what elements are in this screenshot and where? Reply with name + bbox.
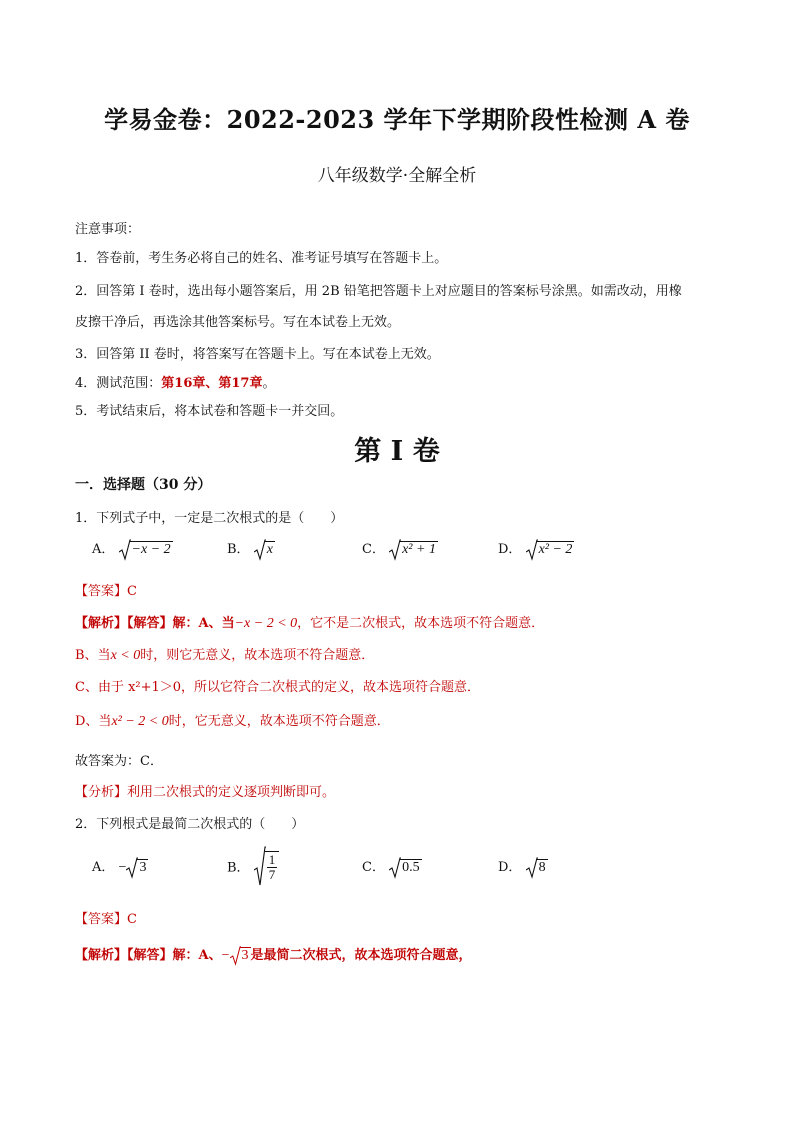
q2-option-b-label: B． <box>227 860 250 876</box>
q2-option-a-sign: − <box>118 860 127 875</box>
q1-analysis: 【分析】利用二次根式的定义逐项判断即可。 <box>75 785 336 800</box>
note-3: 3．回答第 II 卷时，将答案写在答题卡上。写在本试卷上无效。 <box>75 347 440 362</box>
q2-option-c-expr: 0.5 <box>402 860 420 875</box>
q2-explanation-tag: 【解析】【解答】解：A、 <box>75 948 222 963</box>
q1-explanation-tag: 【解析】【解答】解：A、当 <box>75 616 235 631</box>
q1-explanation-d-tail: 时，它无意义，故本选项不符合题意． <box>168 714 390 729</box>
volume-heading: 第 I 卷 <box>354 436 440 467</box>
q1-option-d-expr: x² − 2 <box>538 542 573 557</box>
q1-option-a-label: A． <box>92 542 115 557</box>
q1-explanation-b-head: B、当 <box>75 648 111 663</box>
q2-explanation-a-tail: 是最简二次根式，故本选项符合题意， <box>250 948 472 963</box>
q1-explanation-d <box>75 710 390 730</box>
q2-option-b-denominator: 7 <box>268 866 276 882</box>
note-2-line-2: 皮擦干净后，再选涂其他答案标号。写在本试卷上无效。 <box>75 315 401 330</box>
q1-explanation-c: C、由于 x²+1＞0，所以它符合二次根式的定义，故本选项符合题意． <box>75 680 481 695</box>
q2-explanation-a-radicand: 3 <box>241 948 249 963</box>
q2-option-a-label: A． <box>92 860 115 875</box>
q1-explanation-a-tail: ，它不是二次根式，故本选项不符合题意． <box>297 616 545 631</box>
q1-option-d-label: D． <box>498 542 522 557</box>
q2-stem: 2．下列根式是最简二次根式的（ ） <box>75 817 305 832</box>
note-1: 1．答卷前，考生务必将自己的姓名、准考证号填写在答题卡上。 <box>75 251 448 266</box>
sqrt-icon <box>254 539 266 561</box>
q1-explanation-d-math: x² − 2 < 0 <box>111 714 169 729</box>
q1-option-c <box>362 538 438 561</box>
q1-option-b <box>227 538 275 561</box>
note-5: 5．考试结束后，将本试卷和答题卡一并交回。 <box>75 404 344 419</box>
q2-option-b <box>227 846 279 886</box>
q1-answer: 【答案】C <box>75 584 137 599</box>
q1-stem: 1．下列式子中，一定是二次根式的是（ ） <box>75 511 344 526</box>
q1-explanation-b-math: x < 0 <box>110 648 141 663</box>
q1-option-d <box>498 538 574 561</box>
q2-option-d-label: D． <box>498 860 522 875</box>
q2-option-d <box>498 856 548 879</box>
q1-explanation-b-tail: 时，则它无意义，故本选项不符合题意． <box>140 648 375 663</box>
q2-option-b-numerator: 1 <box>268 851 276 867</box>
sqrt-icon <box>119 539 131 561</box>
q1-explanation-a-math: −x − 2 < 0 <box>234 616 298 631</box>
note-4-prefix: 4．测试范围： <box>75 376 162 391</box>
test-range: 第16章、第17章 <box>161 376 263 391</box>
q1-option-a <box>92 538 173 561</box>
section-heading: 一．选择题（30 分） <box>75 477 212 493</box>
q2-option-a <box>92 856 148 879</box>
q1-explanation-d-head: D、当 <box>75 714 112 729</box>
sqrt-icon <box>526 857 538 879</box>
q2-option-c-label: C． <box>362 860 385 875</box>
sqrt-icon <box>230 946 241 966</box>
q2-explanation-a-sign: − <box>221 948 230 963</box>
q1-explanation-b <box>75 644 374 664</box>
q1-option-b-label: B． <box>227 542 250 557</box>
document-subtitle: 八年级数学·全解全析 <box>317 166 477 186</box>
sqrt-icon <box>526 539 538 561</box>
q2-option-a-expr: 3 <box>139 860 147 875</box>
notes-heading: 注意事项： <box>75 222 141 237</box>
q2-option-d-expr: 8 <box>538 860 546 875</box>
q2-option-b-fraction <box>265 851 280 882</box>
note-4 <box>75 372 275 391</box>
q2-option-c <box>362 856 422 879</box>
q2-explanation-a <box>75 944 472 966</box>
document-title: 学易金卷：2022-2023 学年下学期阶段性检测 A 卷 <box>104 105 690 134</box>
q2-answer: 【答案】C <box>75 912 137 927</box>
q1-option-b-expr: x <box>266 542 273 557</box>
note-4-suffix: 。 <box>262 376 276 391</box>
note-2-line-1: 2．回答第 I 卷时，选出每小题答案后，用 2B 铅笔把答题卡上对应题目的答案标号涂黑。如需改动，用橡 <box>75 284 682 299</box>
q1-option-c-expr: x² + 1 <box>402 542 436 557</box>
q1-option-c-label: C． <box>362 542 385 557</box>
q1-option-a-expr: −x − 2 <box>131 542 171 557</box>
q1-conclusion: 故答案为：C． <box>75 754 163 769</box>
q1-explanation-a <box>75 612 544 632</box>
